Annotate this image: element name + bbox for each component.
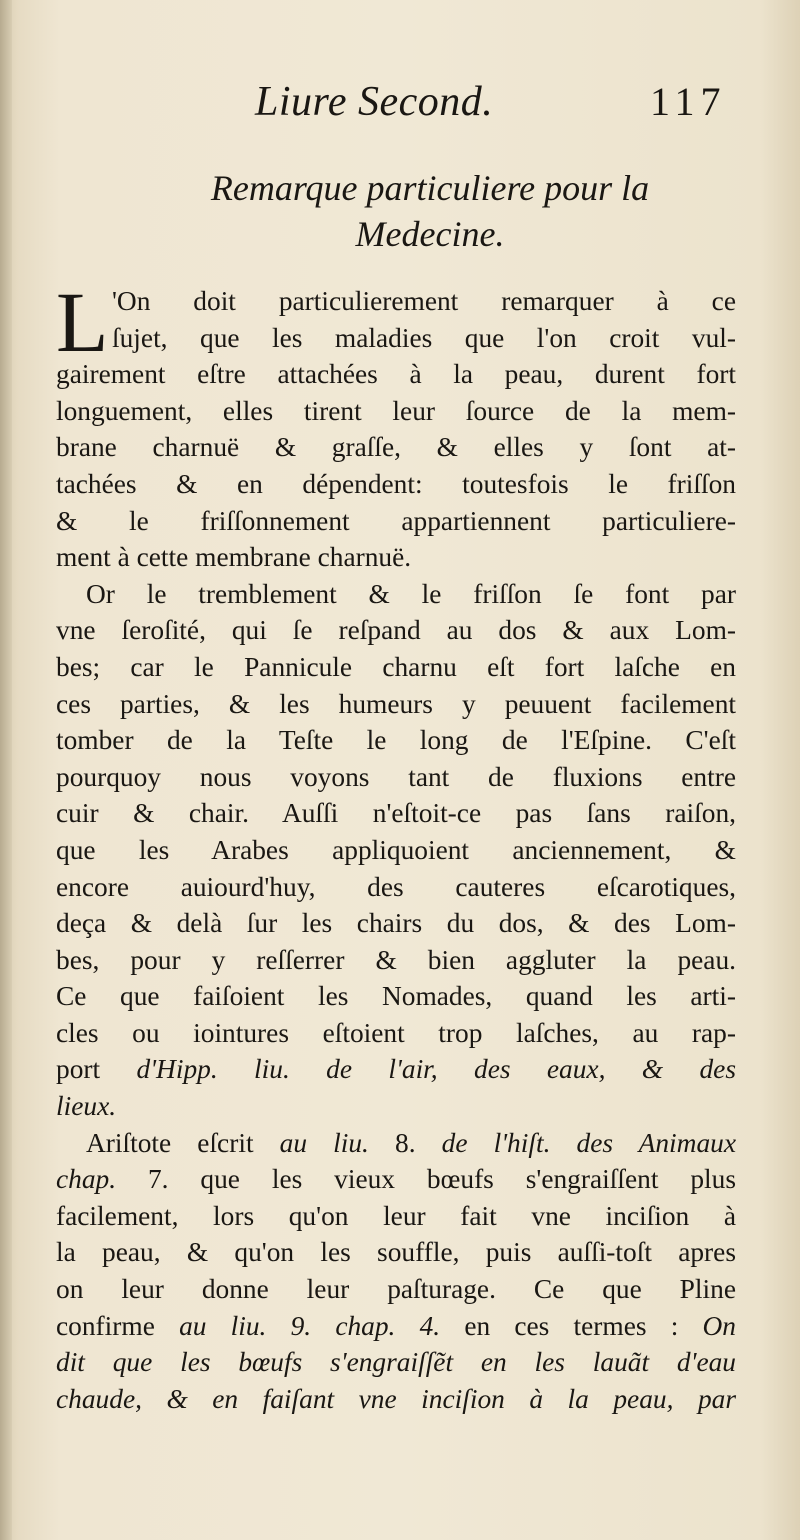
running-title: Liure Second. <box>255 79 494 125</box>
text-line <box>56 1051 736 1088</box>
text-line: vne ſeroſité, qui ſe reſpand au dos & aux Lom- <box>56 615 736 646</box>
text-line: que les Arabes appliquoient anciennement, & <box>56 834 736 865</box>
page-gutter <box>0 0 12 1540</box>
section-title-line-2: Medecine. <box>355 214 505 254</box>
page-header <box>0 78 800 138</box>
quotation-text: On <box>702 1310 736 1341</box>
text-fragment: en ces termes : <box>440 1310 703 1341</box>
text-line: cles ou iointures eſtoient trop laſches, au rap- <box>56 1017 736 1048</box>
text-line <box>56 1161 736 1198</box>
text-line: 'On doit particulierement remarquer à ce <box>112 286 736 316</box>
citation-reference: de l'hiſt. des Animaux <box>441 1127 736 1158</box>
text-line: bes, pour y reſſerrer & bien aggluter la peau. <box>56 944 736 975</box>
paragraph-1 <box>56 274 736 576</box>
text-fragment: 8. <box>368 1127 442 1158</box>
text-line: gairement eſtre attachées à la peau, durent fort <box>56 359 736 390</box>
text-line: encore auiourd'huy, des cauteres eſcarotiques, <box>56 871 736 902</box>
text-fragment: 7. que les vieux bœufs s'engraiſſent plus <box>116 1164 736 1195</box>
text-line: deça & delà ſur les chairs du dos, & des Lom- <box>56 908 736 939</box>
text-line: ces parties, & les humeurs y peuuent facilement <box>56 688 736 719</box>
text-line: brane charnuë & graſſe, & elles y ſont at- <box>56 432 736 463</box>
text-line <box>56 1308 736 1345</box>
section-title-line-1: Remarque particuliere pour la <box>210 168 650 208</box>
text-line: ment à cette membrane charnuë. <box>56 542 412 573</box>
text-line: cuir & chair. Auſſi n'eſtoit-ce pas ſans raiſon, <box>56 798 736 829</box>
text-fragment: Ariſtote eſcrit <box>86 1127 280 1158</box>
drop-cap: L <box>56 274 109 370</box>
text-line: facilement, lors qu'on leur fait vne inciſion à <box>56 1200 736 1231</box>
text-line: tachées & en dépendent: toutesfois le friſſon <box>56 468 736 499</box>
text-line: la peau, & qu'on les souffle, puis auſſi-toſt apres <box>56 1237 736 1268</box>
text-line: tomber de la Teſte le long de l'Eſpine. C'eſt <box>56 725 736 756</box>
body-text <box>56 274 736 1417</box>
citation-reference: au liu. <box>279 1127 369 1158</box>
citation-reference: d'Hipp. liu. de l'air, des eaux, & des <box>136 1054 736 1085</box>
page-number: 117 <box>650 79 727 124</box>
quotation-text: chaude, & en faiſant vne inciſion à la peau, par <box>56 1383 736 1414</box>
paragraph-2 <box>56 576 736 1125</box>
quotation-text: dit que les bœufs s'engraiſſẽt en les lauãt d'eau <box>56 1347 736 1378</box>
text-line <box>56 1125 736 1162</box>
text-line: ſujet, que les maladies que l'on croit vul- <box>112 322 736 353</box>
text-line: on leur donne leur paſturage. Ce que Pline <box>56 1274 736 1305</box>
text-line: Ce que faiſoient les Nomades, quand les arti- <box>56 981 736 1012</box>
text-line: bes; car le Pannicule charnu eſt fort laſche en <box>56 651 736 682</box>
citation-reference: chap. <box>56 1164 117 1195</box>
citation-reference: au liu. 9. chap. 4. <box>179 1310 441 1341</box>
text-line: Or le tremblement & le friſſon ſe font par <box>86 578 736 609</box>
paragraph-3 <box>56 1125 736 1418</box>
text-fragment: port <box>56 1054 137 1085</box>
text-line: & le friſſonnement appartiennent particuliere- <box>56 505 736 536</box>
text-line: pourquoy nous voyons tant de fluxions entre <box>56 761 736 792</box>
citation-reference: lieux. <box>56 1091 117 1122</box>
text-line: longuement, elles tirent leur ſource de la mem- <box>56 395 736 426</box>
text-fragment: confirme <box>56 1310 180 1341</box>
section-title <box>100 165 760 257</box>
